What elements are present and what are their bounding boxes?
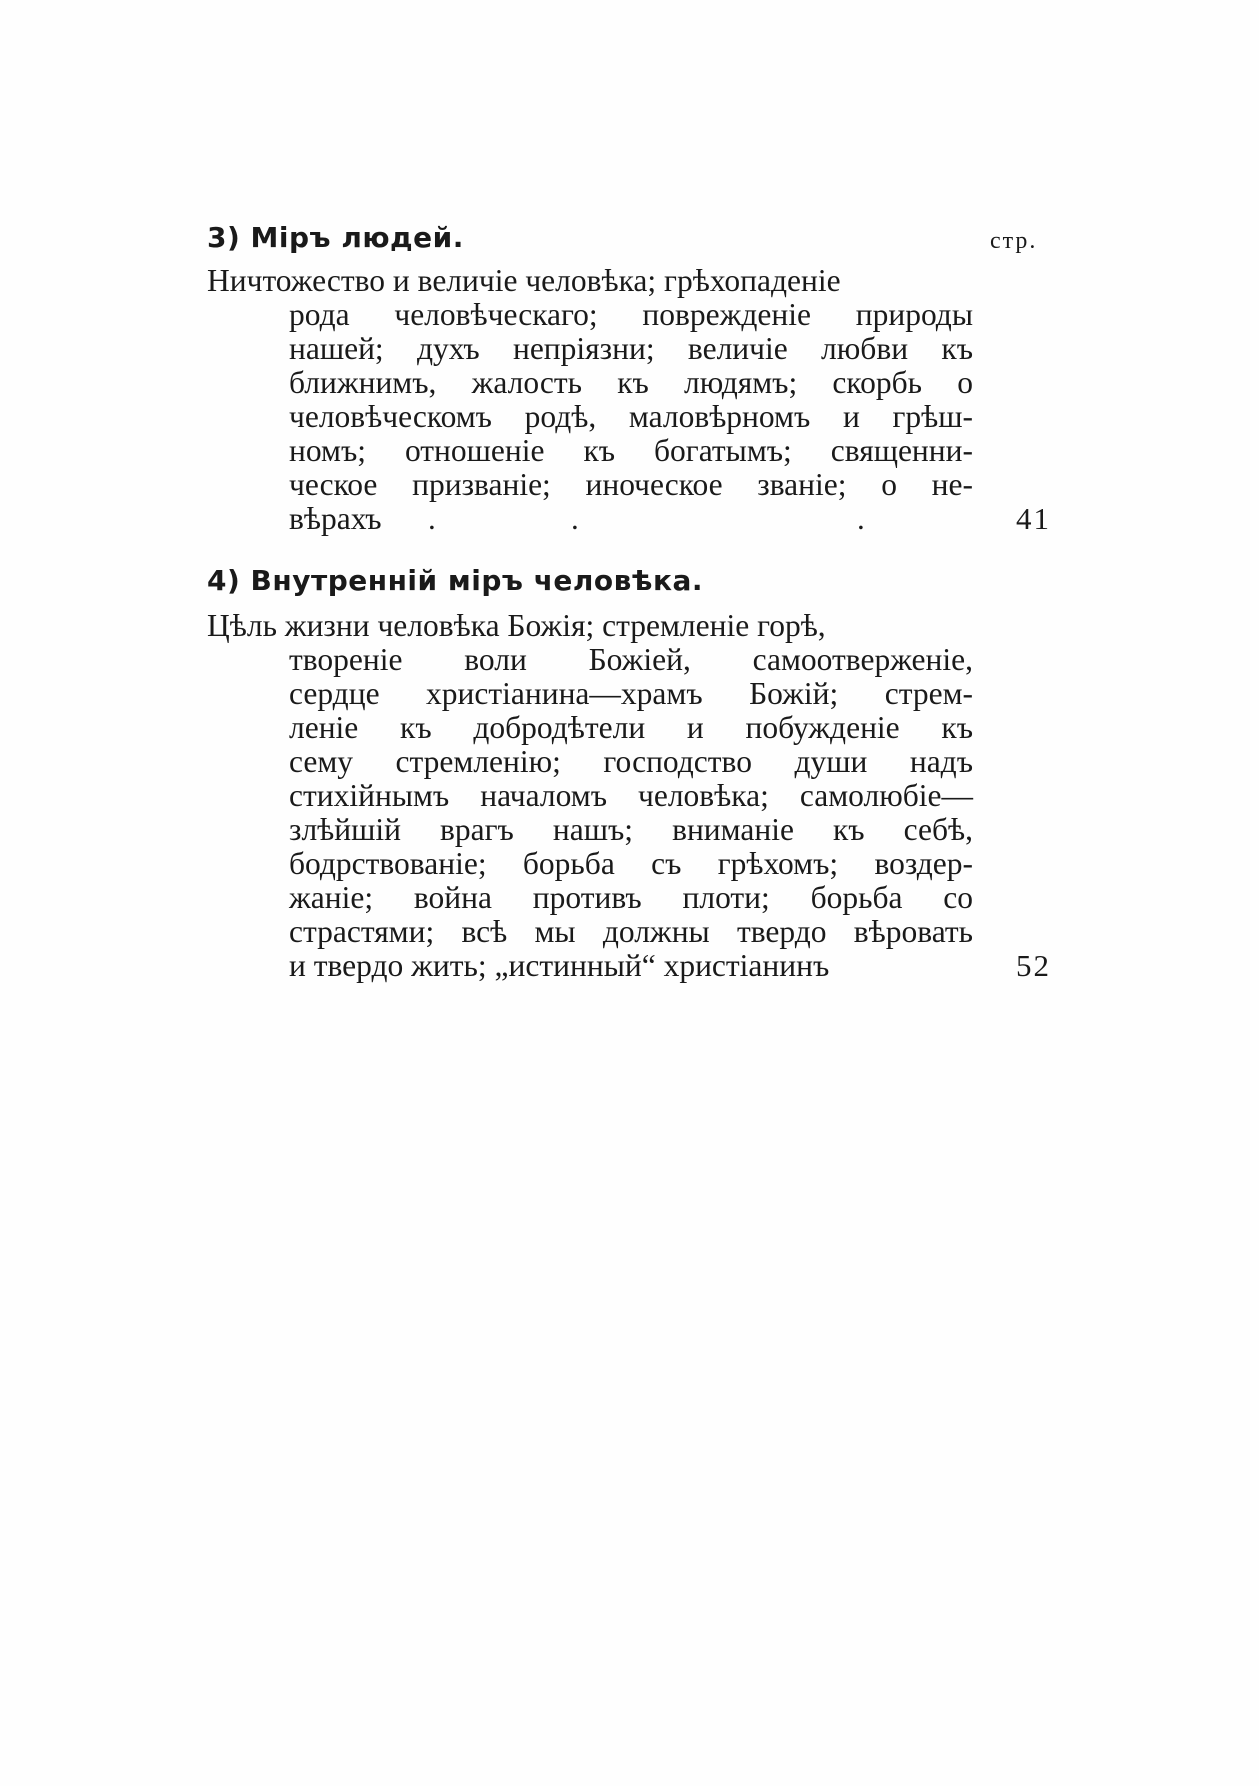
section-3-line-2: рода человѣческаго; поврежденіе природы	[289, 297, 973, 332]
leader-dot: .	[857, 501, 865, 536]
section-3-line-7: ческое призваніе; иноческое званіе; о не-	[289, 467, 973, 502]
section-3-line-3: нашей; духъ непріязни; величіе любви къ	[289, 331, 973, 366]
section-4-last-line: и твердо жить; „истинный“ христіанинъ	[289, 948, 830, 983]
section-3-line-5: человѣческомъ родѣ, маловѣрномъ и грѣш-	[289, 399, 973, 434]
section-3-line-4: ближнимъ, жалость къ людямъ; скорбь о	[289, 365, 973, 400]
section-4-heading: 4) Внутренній міръ человѣка.	[207, 564, 704, 597]
section-4-line-8: бодрствованіе; борьба съ грѣхомъ; воздер-	[289, 846, 973, 881]
section-4-line-7: злѣйшій врагъ нашъ; вниманіе къ себѣ,	[289, 812, 973, 847]
section-4-line-4: леніе къ добродѣтели и побужденіе къ	[289, 710, 973, 745]
section-4-line-6: стихійнымъ началомъ человѣка; самолюбіе—	[289, 778, 973, 813]
section-4-line-3: сердце христіанина—храмъ Божій; стрем-	[289, 676, 973, 711]
leader-dot: .	[428, 501, 436, 536]
section-3-last-line: вѣрахъ	[289, 501, 382, 536]
section-4-line-9: жаніе; война противъ плоти; борьба со	[289, 880, 973, 915]
section-4-line-10: страстями; всѣ мы должны твердо вѣровать	[289, 914, 973, 949]
leader-dot: .	[571, 501, 579, 536]
section-4-page-number: 52	[1016, 948, 1051, 983]
section-4-line-5: сему стремленію; господство души надъ	[289, 744, 973, 779]
section-4-line-1: Цѣль жизни человѣка Божія; стремленіе горѣ,	[207, 608, 826, 643]
section-4-line-2: твореніе воли Божіей, самоотверженіе,	[289, 642, 973, 677]
section-3-line-6: номъ; отношеніе къ богатымъ; священни-	[289, 433, 973, 468]
section-3-page-number: 41	[1016, 501, 1051, 536]
page-column-label: стр.	[990, 228, 1038, 254]
section-3-heading: 3) Міръ людей.	[207, 221, 464, 254]
section-3-line-1: Ничтожество и величіе человѣка; грѣхопаденіе	[207, 263, 841, 298]
